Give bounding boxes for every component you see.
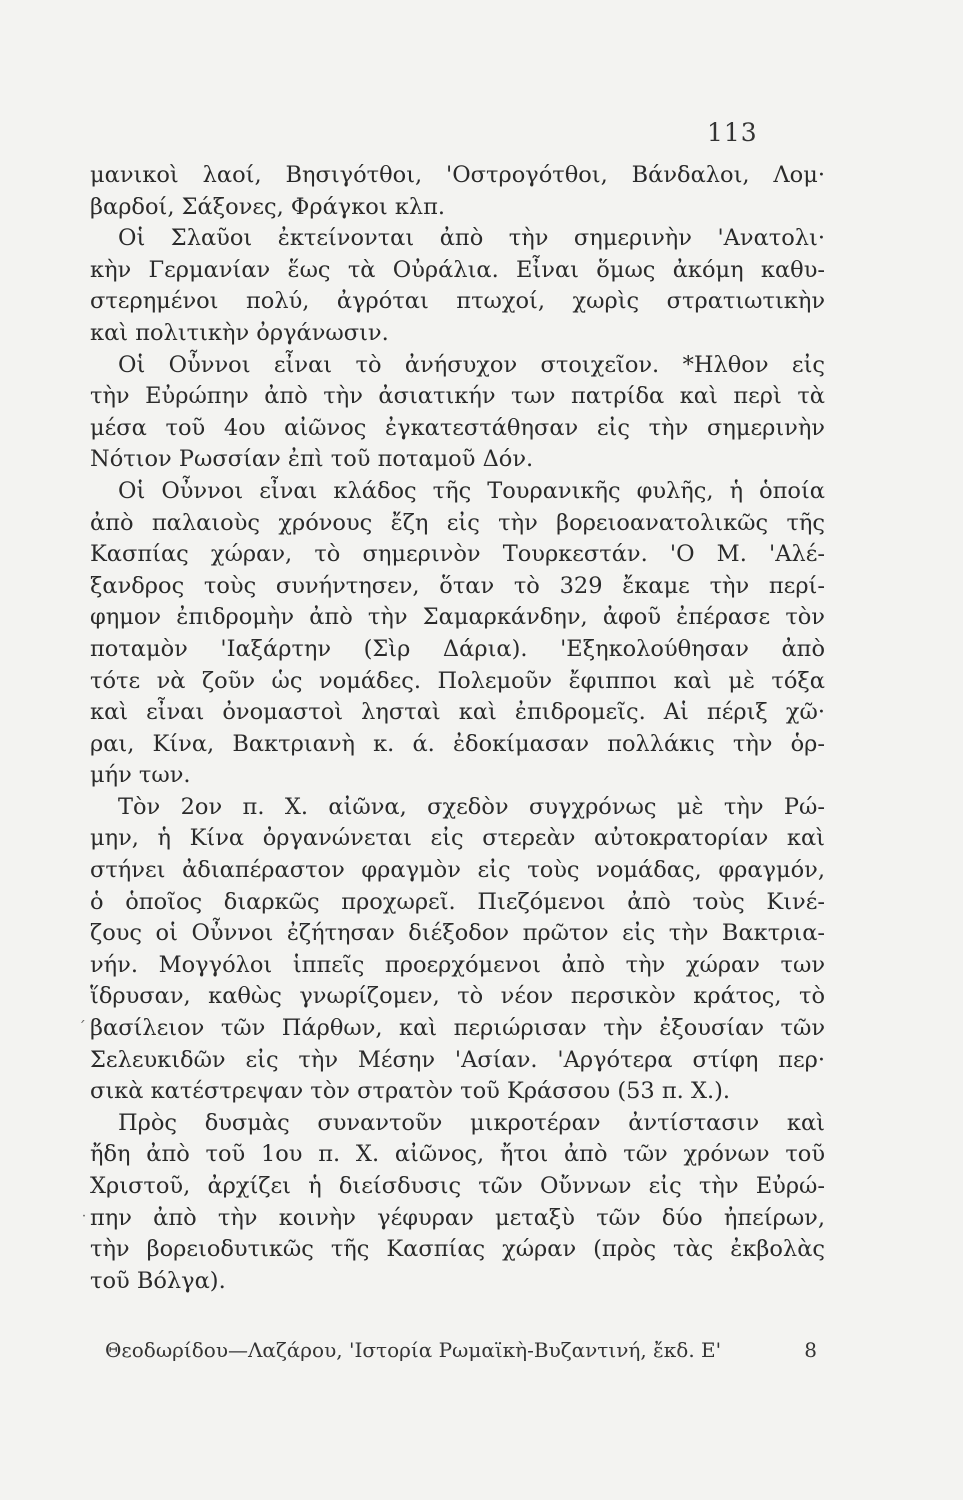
text-line: βαρδοί, Σάξονες, Φράγκοι κλπ.: [90, 193, 446, 220]
text-line: Χριστοῦ, ἀρχίζει ἡ διείσδυσις τῶν Οὔννων εἰς τὴν Εὐρώ-: [90, 1173, 825, 1199]
text-line: νήν. Μογγόλοι ἱππεῖς προερχόμενοι ἀπὸ τὴν χώραν των: [90, 951, 825, 978]
text-line: κὴν Γερμανίαν ἕως τὰ Οὐράλια. Εἶναι ὅμως ἀκόμη καθυ-: [90, 256, 825, 283]
text-line: Οἱ Οὖννοι εἶναι κλάδος τῆς Τουρανικῆς φυλῆς, ἡ ὁποία: [118, 477, 825, 504]
text-line: Κασπίας χώραν, τὸ σημερινὸν Τουρκεστάν. 'Ο Μ. 'Αλέ-: [90, 541, 825, 568]
text-line: τοῦ Βόλγα).: [90, 1267, 226, 1294]
text-line: στήνει ἀδιαπέραστον φραγμὸν εἰς τοὺς νομάδας, φραγμόν,: [90, 857, 825, 884]
text-line: ραι, Κίνα, Βακτριανὴ κ. ά. ἐδοκίμασαν πολλάκις τὴν ὁρ-: [90, 730, 825, 757]
text-line: τὴν Εὐρώπην ἀπὸ τὴν ἀσιατικήν των πατρίδα καὶ περὶ τὰ: [90, 383, 825, 410]
text-line: ὁ ὁποῖος διαρκῶς προχωρεῖ. Πιεζόμενοι ἀπὸ τοὺς Κινέ-: [90, 888, 825, 915]
text-line: μην, ἡ Κίνα ὀργανώνεται εἰς στερεὰν αὐτοκρατορίαν καὶ: [90, 825, 825, 852]
text-line: Τὸν 2ον π. Χ. αἰῶνα, σχεδὸν συγχρόνως μὲ τὴν Ρώ-: [118, 793, 825, 820]
text-line: στερημένοι πολύ, ἀγρόται πτωχοί, χωρὶς στρατιωτικὴν: [90, 288, 825, 315]
footer-citation: Θεοδωρίδου—Λαζάρου, 'Ιστορία Ρωμαϊκὴ-Βυζαντινή, ἔκδ. Ε': [105, 1338, 722, 1362]
body-text: [90, 160, 825, 1297]
text-line: Οἱ Σλαῦοι ἐκτείνονται ἀπὸ τὴν σημερινὴν 'Ανατολι·: [118, 225, 825, 252]
text-line: ξανδρος τοὺς συνήντησεν, ὅταν τὸ 329 ἔκαμε τὴν περί-: [90, 572, 825, 599]
text-line: Σελευκιδῶν εἰς τὴν Μέσην 'Ασίαν. 'Αργότερα στίφη περ·: [90, 1046, 825, 1073]
text-line: μέσα τοῦ 4ου αἰῶνος ἐγκατεστάθησαν εἰς τὴν σημερινὴν: [90, 414, 825, 441]
text-line: μήν των.: [90, 762, 191, 789]
page-number: 113: [707, 118, 758, 147]
text-line: ἵδρυσαν, καθὼς γνωρίζομεν, τὸ νέον περσικὸν κράτος, τὸ: [90, 983, 825, 1010]
text-line: ἤδη ἀπὸ τοῦ 1ου π. Χ. αἰῶνος, ἤτοι ἀπὸ τῶν χρόνων τοῦ: [90, 1141, 825, 1168]
text-line: πην ἀπὸ τὴν κοινὴν γέφυραν μεταξὺ τῶν δύο ἠπείρων,: [90, 1204, 825, 1231]
text-line: καὶ πολιτικὴν ὀργάνωσιν.: [90, 319, 389, 346]
text-line: καὶ εἶναι ὀνομαστοὶ λησταὶ καὶ ἐπιδρομεῖς. Αἱ πέριξ χῶ·: [90, 699, 825, 726]
text-line: μανικοὶ λαοί, Βησιγότθοι, 'Οστρογότθοι, Βάνδαλοι, Λομ·: [90, 162, 825, 188]
text-line: βασίλειον τῶν Πάρθων, καὶ περιώρισαν τὴν ἐξουσίαν τῶν: [90, 1015, 825, 1042]
text-line: ποταμὸν 'Ιαξάρτην (Σὶρ Δάρια). 'Εξηκολούθησαν ἀπὸ: [90, 635, 825, 662]
text-line: Πρὸς δυσμὰς συναντοῦν μικροτέραν ἀντίστασιν καὶ: [118, 1109, 825, 1136]
text-line: τὴν βορειοδυτικῶς τῆς Κασπίας χώραν (πρὸς τὰς ἐκβολὰς: [90, 1236, 825, 1263]
margin-mark: ˙: [80, 1212, 88, 1231]
text-line: Νότιον Ρωσσίαν ἐπὶ τοῦ ποταμοῦ Δόν.: [90, 446, 534, 473]
signature-mark: 8: [804, 1338, 817, 1362]
text-line: φημον ἐπιδρομὴν ἀπὸ τὴν Σαμαρκάνδην, ἀφοῦ ἐπέρασε τὸν: [90, 604, 825, 631]
page-footer: [105, 1338, 817, 1362]
text-line: Οἱ Οὖννοι εἶναι τὸ ἀνήσυχον στοιχεῖον. *Ηλθον εἰς: [118, 351, 825, 378]
text-line: σικὰ κατέστρεψαν τὸν στρατὸν τοῦ Κράσσου (53 π. Χ.).: [90, 1078, 731, 1105]
text-line: τότε νὰ ζοῦν ὡς νομάδες. Πολεμοῦν ἔφιπποι καὶ μὲ τόξα: [90, 667, 825, 694]
text-line: ἀπὸ παλαιοὺς χρόνους ἔζη εἰς τὴν βορειοανατολικῶς τῆς: [90, 509, 825, 536]
text-line: ζους οἱ Οὖννοι ἐζήτησαν διέξοδον πρῶτον εἰς τὴν Βακτρια-: [90, 920, 825, 947]
margin-mark: ´: [78, 1018, 86, 1037]
